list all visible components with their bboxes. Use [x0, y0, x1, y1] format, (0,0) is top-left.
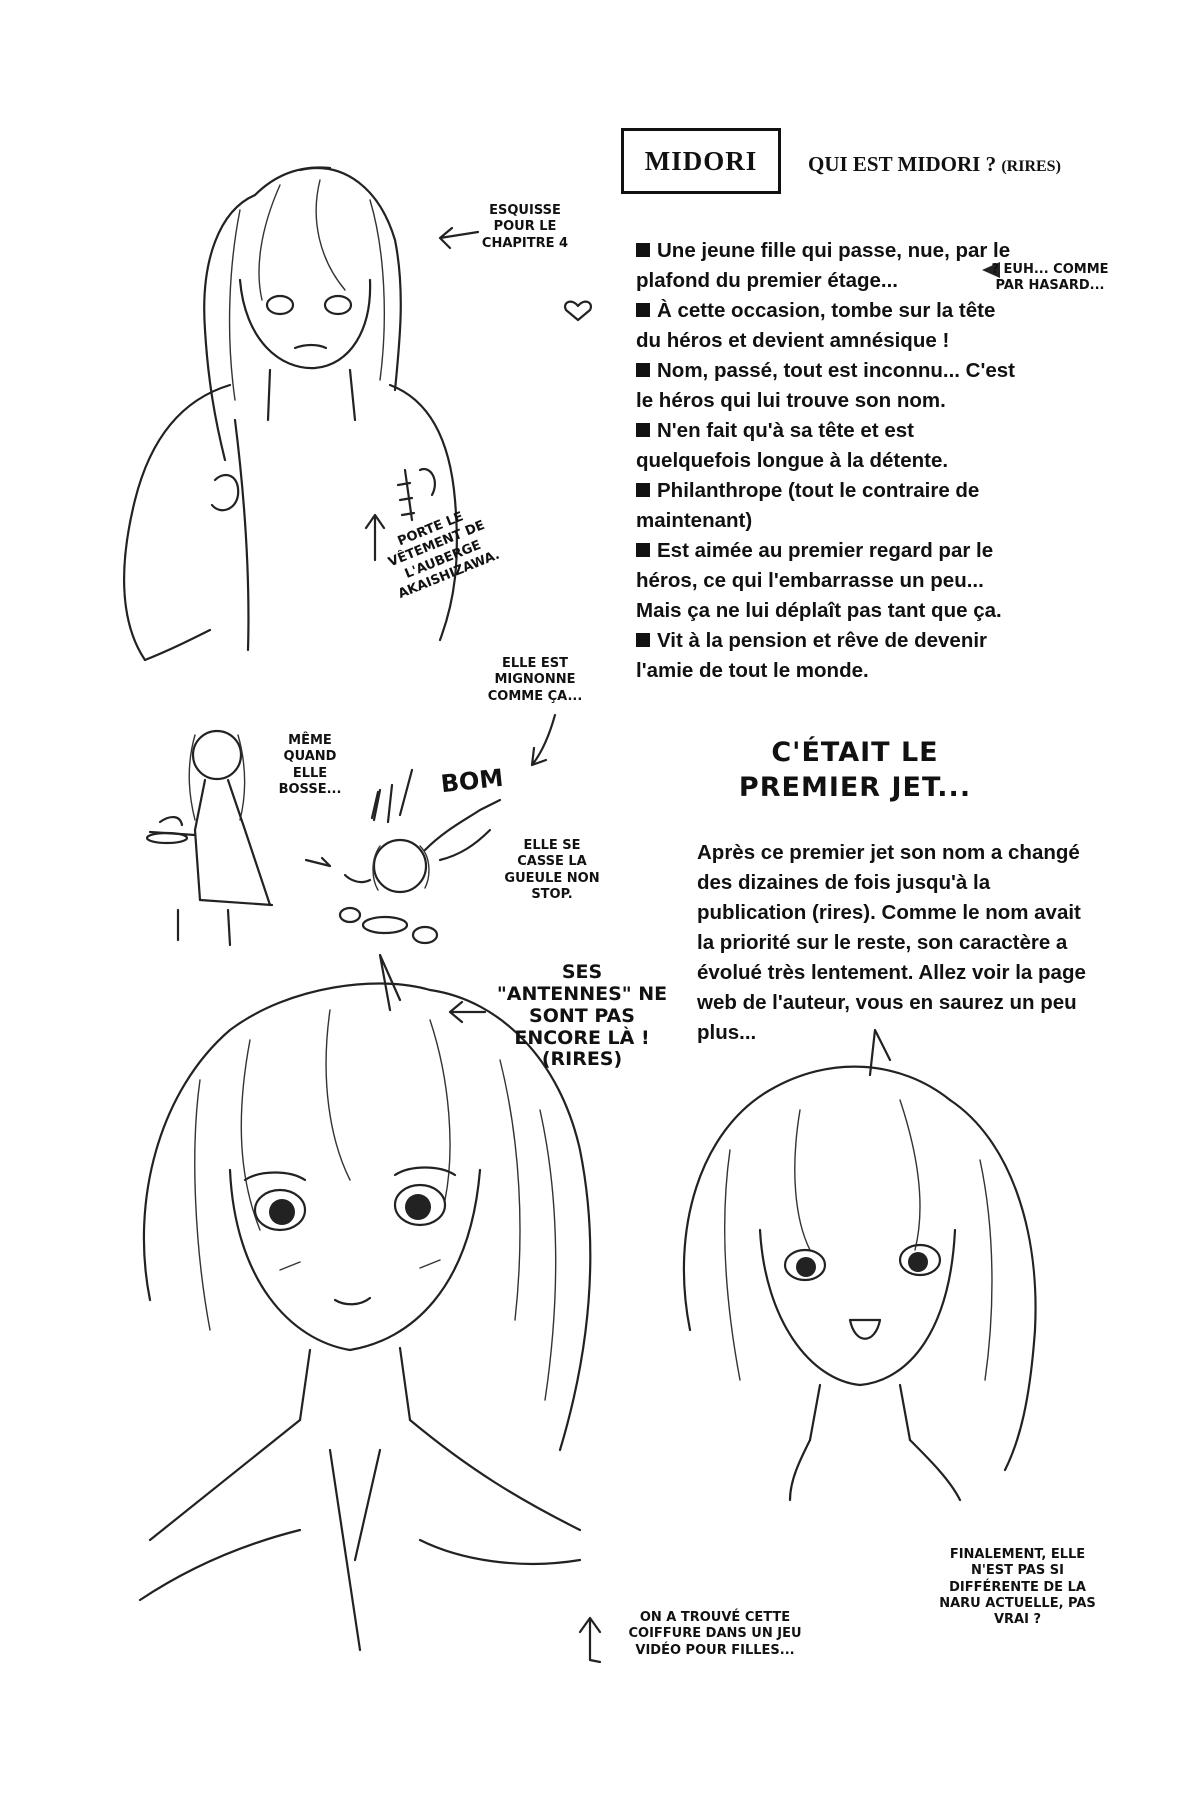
arrow-icon — [532, 715, 555, 765]
note-falls: ELLE SE CASSE LA GUEULE NON STOP. — [504, 838, 600, 902]
question-aside: (RIRES) — [1001, 158, 1061, 175]
list-item: N'en fait qu'à sa tête et est quelquefois longue à la détente. — [636, 419, 949, 472]
note-working: MÊME QUAND ELLE BOSSE... — [278, 733, 342, 797]
note-cute: ELLE EST MIGNONNE COMME ÇA... — [487, 656, 583, 704]
sound-effect-bom: BOM — [439, 763, 505, 799]
first-draft-paragraph: Après ce premier jet son nom a changé des dizaines de fois jusqu'à la publication (rires). Comme le nom avait la priorité sur le reste, son caractère a évolué très lentement. Allez voir la page web de l'auteur, vous en saurez un peu plus... — [697, 841, 1086, 1044]
question-heading — [808, 152, 1061, 177]
bullet-square-icon — [636, 633, 650, 647]
bullet-square-icon — [636, 303, 650, 317]
arrow-icon — [580, 1618, 600, 1662]
sketch-face-right — [684, 1030, 1036, 1500]
bullet-square-icon — [636, 363, 650, 377]
sketch-waitress — [147, 731, 272, 945]
list-item: Nom, passé, tout est inconnu... C'est le héros qui lui trouve son nom. — [636, 359, 1015, 412]
trait-list — [636, 236, 1016, 686]
name-title-box — [621, 128, 781, 194]
bullet-square-icon — [636, 543, 650, 557]
note-antennas: SES "ANTENNES" NE SONT PAS ENCORE LÀ ! (RIRES) — [496, 961, 668, 1071]
list-item: Une jeune fille qui passe, nue, par le plafond du premier étage... — [636, 239, 1011, 292]
first-draft-heading: C'ÉTAIT LE PREMIER JET... — [738, 737, 972, 803]
arrow-icon — [306, 858, 330, 866]
sketch-falling-girl — [340, 785, 500, 943]
heart-icon — [565, 302, 591, 320]
list-item: Est aimée au premier regard par le héros, ce qui l'embarrasse un peu... Mais ça ne lui déplaît pas tant que ça. — [636, 539, 1002, 622]
bullet-square-icon — [636, 423, 650, 437]
question-text: QUI EST MIDORI ? — [808, 152, 997, 176]
note-naru: FINALEMENT, ELLE N'EST PAS SI DIFFÉRENTE DE LA NARU ACTUELLE, PAS VRAI ? — [939, 1547, 1096, 1627]
list-item: Philanthrope (tout le contraire de maintenant) — [636, 479, 980, 532]
note-hairstyle: ON A TROUVÉ CETTE COIFFURE DANS UN JEU VIDÉO POUR FILLES... — [628, 1610, 802, 1658]
note-sketch-chapter: ESQUISSE POUR LE CHAPITRE 4 — [481, 203, 569, 251]
bullet-square-icon — [636, 243, 650, 257]
note-uniform: PORTE LE VÊTEMENT DE L'AUBERGE AKAISHIZAWA. — [386, 509, 502, 602]
note-euh: ? EUH... COMME PAR HASARD... — [991, 262, 1109, 294]
name-title: MIDORI — [644, 145, 758, 176]
list-item: À cette occasion, tombe sur la tête du héros et devient amnésique ! — [636, 299, 996, 352]
list-item: Vit à la pension et rêve de devenir l'amie de tout le monde. — [636, 629, 988, 682]
bullet-square-icon — [636, 483, 650, 497]
